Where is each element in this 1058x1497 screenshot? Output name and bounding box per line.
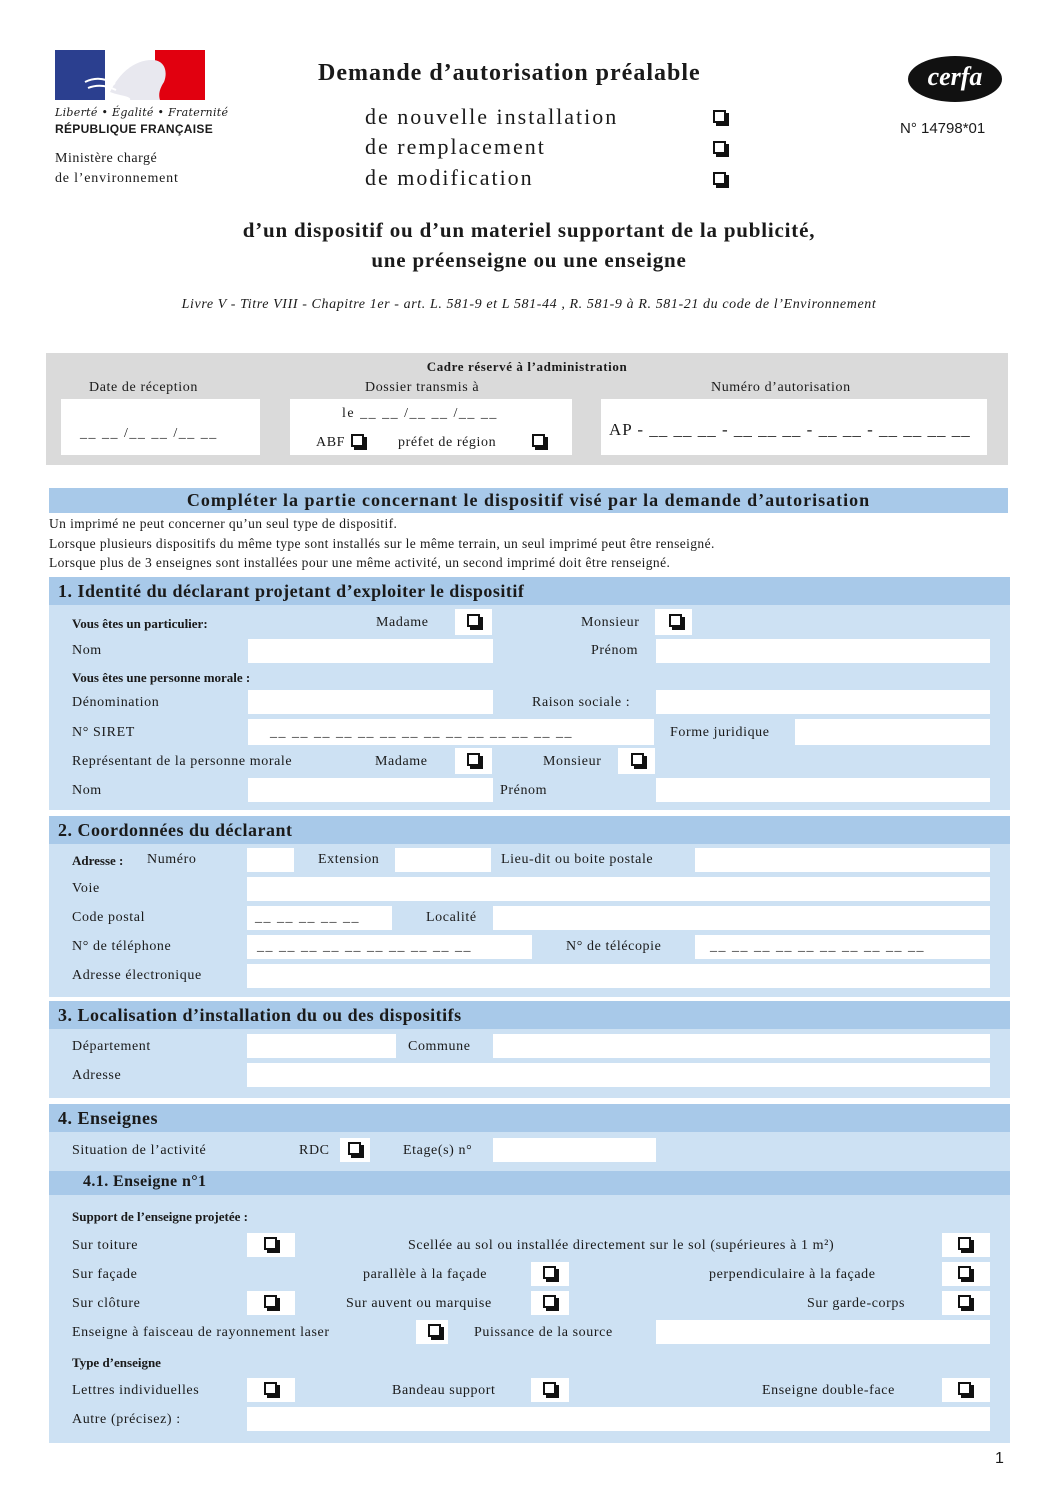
checkbox-sur-cloture[interactable] xyxy=(264,1295,277,1308)
section4-header xyxy=(49,1104,1010,1132)
forme-juridique-input[interactable] xyxy=(795,719,990,745)
adresse-bold-label: Adresse : xyxy=(72,853,124,868)
laser-label: Enseigne à faisceau de rayonnement laser xyxy=(72,1325,330,1340)
extension-label: Extension xyxy=(318,852,380,867)
numero-label: Numéro xyxy=(147,852,197,867)
checkbox-remplacement[interactable] xyxy=(713,141,726,154)
email-label: Adresse électronique xyxy=(72,968,202,983)
option-nouvelle: de nouvelle installation xyxy=(365,104,619,129)
marianne-emblem xyxy=(55,50,205,100)
siret-label: N° SIRET xyxy=(72,725,135,740)
puissance-label: Puissance de la source xyxy=(474,1325,613,1340)
departement-label: Département xyxy=(72,1039,151,1054)
checkbox-rdc[interactable] xyxy=(348,1142,361,1155)
etage-label: Etage(s) n° xyxy=(403,1143,473,1158)
situation-label: Situation de l’activité xyxy=(72,1143,207,1158)
scellee-label: Scellée au sol ou installée directement sur le sol (supérieures à 1 m²) xyxy=(408,1238,835,1253)
nom2-label: Nom xyxy=(72,783,102,798)
bandeau-label: Bandeau support xyxy=(392,1383,496,1398)
particulier-label: Vous êtes un particulier: xyxy=(72,616,208,631)
intro-line1: Un imprimé ne peut concerner qu’un seul type de dispositif. xyxy=(49,516,398,531)
dossier-transmis-label: Dossier transmis à xyxy=(365,380,480,395)
autre-input[interactable] xyxy=(247,1407,990,1431)
checkbox-lettres[interactable] xyxy=(264,1382,277,1395)
checkbox-auvent[interactable] xyxy=(543,1295,556,1308)
nom-label: Nom xyxy=(72,643,102,658)
numero-input[interactable] xyxy=(247,848,294,872)
prenom2-label: Prénom xyxy=(500,783,548,798)
cerfa-number: N° 14798*01 xyxy=(900,120,986,137)
ministry-line2: de l’environnement xyxy=(55,171,179,186)
date-reception-mask: __ __ /__ __ /__ __ xyxy=(80,426,218,441)
representant-monsieur-label: Monsieur xyxy=(543,754,602,769)
autre-label: Autre (précisez) : xyxy=(72,1412,181,1427)
denomination-label: Dénomination xyxy=(72,695,160,710)
lieu-dit-label: Lieu-dit ou boite postale xyxy=(501,852,654,867)
prenom-input[interactable] xyxy=(656,639,990,663)
lettres-label: Lettres individuelles xyxy=(72,1383,200,1398)
monsieur-label: Monsieur xyxy=(581,615,640,630)
raison-sociale-input[interactable] xyxy=(656,690,990,714)
code-postal-label: Code postal xyxy=(72,910,146,925)
option-remplacement: de remplacement xyxy=(365,134,546,159)
perpendiculaire-label: perpendiculaire à la façade xyxy=(709,1267,876,1282)
checkbox-modification[interactable] xyxy=(713,172,726,185)
type-enseigne-label: Type d’enseigne xyxy=(72,1355,161,1370)
checkbox-garde-corps[interactable] xyxy=(958,1295,971,1308)
checkbox-monsieur[interactable] xyxy=(669,614,682,627)
sur-facade-label: Sur façade xyxy=(72,1267,138,1282)
subsection41-title: 4.1. Enseigne n°1 xyxy=(83,1173,207,1190)
intro-line3: Lorsque plus de 3 enseignes sont installées pour une même activité, un second imprimé doit être renseigné. xyxy=(49,555,671,570)
support-label: Support de l’enseigne projetée : xyxy=(72,1209,248,1224)
auvent-label: Sur auvent ou marquise xyxy=(346,1296,492,1311)
subtitle-line1: d’un dispositif ou d’un materiel supportant de la publicité, xyxy=(242,218,816,242)
localite-label: Localité xyxy=(426,910,477,925)
checkbox-perpendiculaire[interactable] xyxy=(958,1266,971,1279)
republic-name: RÉPUBLIQUE FRANÇAISE xyxy=(55,122,214,136)
telecopie-label: N° de télécopie xyxy=(566,939,662,954)
option-modification: de modification xyxy=(365,165,534,190)
commune-label: Commune xyxy=(408,1039,471,1054)
checkbox-bandeau[interactable] xyxy=(543,1382,556,1395)
prenom2-input[interactable] xyxy=(656,778,990,802)
etage-input[interactable] xyxy=(493,1138,656,1162)
siret-mask: __ __ __ __ __ __ __ __ __ __ __ __ __ __ xyxy=(270,725,573,740)
localite-input[interactable] xyxy=(493,906,990,930)
sur-cloture-label: Sur clôture xyxy=(72,1296,141,1311)
checkbox-abf[interactable] xyxy=(351,434,364,447)
checkbox-laser[interactable] xyxy=(428,1324,441,1337)
intro-heading: Compléter la partie concernant le dispositif visé par la demande d’autorisation xyxy=(186,490,871,510)
sur-toiture-label: Sur toiture xyxy=(72,1238,139,1253)
section1-title: 1. Identité du déclarant projetant d’exploiter le dispositif xyxy=(58,581,525,601)
departement-input[interactable] xyxy=(247,1034,396,1058)
denomination-input[interactable] xyxy=(248,690,493,714)
puissance-input[interactable] xyxy=(656,1320,990,1344)
representant-madame-label: Madame xyxy=(375,754,428,769)
commune-input[interactable] xyxy=(493,1034,990,1058)
checkbox-representant-madame[interactable] xyxy=(467,753,480,766)
date-reception-label: Date de réception xyxy=(89,380,198,395)
parallele-label: parallèle à la façade xyxy=(363,1267,488,1282)
section2-title: 2. Coordonnées du déclarant xyxy=(58,820,293,840)
lieu-dit-input[interactable] xyxy=(695,848,990,872)
subtitle-line2: une préenseigne ou une enseigne xyxy=(371,248,687,272)
checkbox-scellee[interactable] xyxy=(958,1237,971,1250)
section4-title: 4. Enseignes xyxy=(58,1108,159,1128)
voie-input[interactable] xyxy=(247,877,990,901)
numero-autorisation-label: Numéro d’autorisation xyxy=(711,380,851,395)
voie-label: Voie xyxy=(72,881,100,896)
checkbox-representant-monsieur[interactable] xyxy=(631,753,644,766)
abf-label: ABF xyxy=(316,435,346,450)
garde-corps-label: Sur garde-corps xyxy=(807,1296,906,1311)
ministry-line1: Ministère chargé xyxy=(55,151,158,166)
checkbox-double-face[interactable] xyxy=(958,1382,971,1395)
prefet-label: préfet de région xyxy=(398,435,497,450)
s3-adresse-label: Adresse xyxy=(72,1068,122,1083)
prenom-label: Prénom xyxy=(591,643,639,658)
madame-label: Madame xyxy=(376,615,429,630)
extension-input[interactable] xyxy=(395,848,491,872)
legal-reference: Livre V - Titre VIII - Chapitre 1er - art. L. 581-9 et L 581-44 , R. 581-9 à R. 581-21 du code de l’Environnement xyxy=(181,297,877,312)
raison-sociale-label: Raison sociale : xyxy=(532,695,631,710)
rdc-label: RDC xyxy=(299,1143,330,1158)
telecopie-mask: __ __ __ __ __ __ __ __ __ __ xyxy=(710,939,925,954)
double-face-label: Enseigne double-face xyxy=(762,1383,895,1398)
email-input[interactable] xyxy=(247,964,990,988)
nom2-input[interactable] xyxy=(248,778,493,802)
checkbox-madame[interactable] xyxy=(467,614,480,627)
representant-label: Représentant de la personne morale xyxy=(72,754,293,769)
numero-autorisation-mask: AP - __ __ __ - __ __ __ - __ __ - __ __ __ __ xyxy=(609,420,971,439)
page-number: 1 xyxy=(995,1450,1004,1467)
checkbox-parallele[interactable] xyxy=(543,1266,556,1279)
morale-label: Vous êtes une personne morale : xyxy=(72,670,251,685)
forme-juridique-label: Forme juridique xyxy=(670,725,770,740)
intro-line2: Lorsque plusieurs dispositifs du même type sont installés sur le même terrain, un seul imprimé peut être renseigné. xyxy=(49,536,715,551)
telephone-label: N° de téléphone xyxy=(72,939,172,954)
nom-input[interactable] xyxy=(248,639,493,663)
telephone-mask: __ __ __ __ __ __ __ __ __ __ xyxy=(257,939,472,954)
dossier-date-mask: le __ __ /__ __ /__ __ xyxy=(342,406,498,421)
checkbox-sur-toiture[interactable] xyxy=(264,1237,277,1250)
form-title: Demande d’autorisation préalable xyxy=(318,60,701,86)
republic-motto: Liberté • Égalité • Fraternité xyxy=(55,106,229,119)
code-postal-mask: __ __ __ __ __ xyxy=(255,910,360,925)
checkbox-nouvelle[interactable] xyxy=(713,110,726,123)
cerfa-logo xyxy=(908,56,1002,102)
section3-title: 3. Localisation d’installation du ou des dispositifs xyxy=(58,1005,462,1025)
s3-adresse-input[interactable] xyxy=(247,1063,990,1087)
cerfa-logo-text: cerfa xyxy=(927,62,983,91)
checkbox-prefet[interactable] xyxy=(532,434,545,447)
admin-box-title: Cadre réservé à l’administration xyxy=(426,359,628,374)
